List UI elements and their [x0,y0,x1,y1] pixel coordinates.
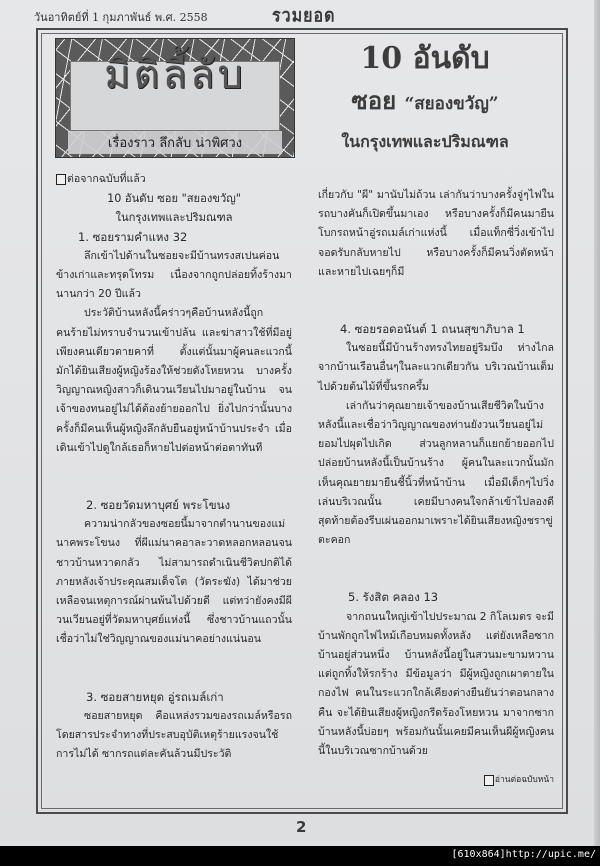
headline-line-2 [300,86,550,119]
section-title: 4. ซอยรอดอนันต์ 1 ถนนสุขาภิบาล 1 [340,322,525,337]
paragraph: เล่ากันว่าคุณยายเจ้าของบ้านเสียชีวิตในบ้างหลังนี้และเชื่อว่าวิญญาณของท่านยังวนเวียนอยู่ไม่ยอมไปผุดไปเกิด ส่วนลูกหลานก็แยกย้ายออกไป ปล่อยบ้านหลังนี้เป็นบ้านร้าง ผู้คนในละแวกนั้นมักเห็นคุณยายมายืนชี้นิ้วที่หน้าบ้าน เมื่อมีเด็กๆไปวิ่งเล่นบริเวณนั้น เคยมีบางคนใจกล้าเข้าไปลองดี สุดท้ายต้องรีบเผ่นออกมาเพราะได้ยินเสียงหญิงชราขู่ตะคอก [318,399,554,547]
continued-from: ต่อจากฉบับที่แล้ว [56,170,292,189]
paragraph: ซอยสายหยุด คือแหล่งรวมของรถเมล์หรือรถโดยสารประจำทางที่ประสบอุบัติเหตุร้ายแรงจนใช้การไม่ได้ ซากรถแต่ละคันล้วนมีประวัติ [56,709,292,761]
column-banner [55,38,295,158]
headline-line-3: ในกรุงเทพและปริมณฑล [341,132,509,151]
checkbox-square-icon [484,775,494,786]
right-column [318,186,554,799]
banner-title: มิติลี้ลับ [104,52,246,98]
checkbox-square-icon [56,174,66,185]
page-number: 2 [296,818,307,836]
paragraph: ในซอยนี้มีบ้านร้างทรงไทยอยู่ริมบึง ห่างไกลจากบ้านเรือนอื่นๆในละแวกเดียวกัน บริเวณบ้านเต็มไปด้วยต้นไม้ที่ขึ้นรกครึ้ม [318,342,554,393]
paragraph: ความน่ากลัวของซอยนี้มาจากตำนานของแม่นาคพระโขนง ที่ผีแม่นาคอาละวาดหลอกหลอนจนชาวบ้านหวาดกลัว ไม่สามารถดำเนินชีวิตปกติได้ ภายหลังเจ้าประคุณสมเด็จโต (วัดระฆัง) ได้มาช่วยเหลือจนเหตุการณ์ผ่านพ้นไปด้วยดี แต่ทว่ายังคงมีผีวนเวียนอยู่ที่วัดมหาบุศย์แห่งนี้ ซึ่งชาวบ้านแถวนั้นเชื่อว่าไม่ใช่วิญญาณของแม่นาคอย่างแน่นอน [56,518,292,646]
page-header [34,4,574,26]
watermark: [610x864]http://upic.me/ [451,849,596,860]
issue-date: วันอาทิตย์ที่ 1 กุมภาพันธ์ พ.ศ. 2558 [34,11,208,24]
paragraph: ประวัติบ้านหลังนี้คร่าวๆคือบ้านหลังนี้ถูกคนร้ายไม่ทราบจำนวนเข้าปล้น และฆ่าสาวใช้ที่มีอยู่เพียงคนเดียวตายคาที่ ตั้งแต่นั้นมาผู้คนละแวกนี้มักได้ยินเสียงผู้หญิงร้องให้ช่วยดังโหยหวน บางครั้งวิญญาณหญิงสาวก็เดินวนเวียนไปมาอยู่ในบ้าน จนเจ้าของทนอยู่ไม่ได้ต้องย้ายออกไป ยิ่งไปกว่านั้นบางครั้งก็มีคนเห็นผู้หญิงลึกลับยืนอยู่หน้าบ้านประจำ เมื่อเดินเข้าไปดูใกล้เธอก็หายไปต่อหน้าต่อตาทันที [56,307,292,454]
headline-quote: “สยองขวัญ” [404,94,499,114]
left-column [56,170,292,764]
intro-title-2: ในกรุงเทพและปริมณฑล [115,211,233,225]
article-headline [300,42,550,153]
headline-prefix: ซอย [351,86,397,115]
intro-title-1: 10 อันดับ ซอย "สยองขวัญ" [107,192,241,206]
paragraph: ลึกเข้าไปด้านในซอยจะมีบ้านทรงสเปนค่อนข้างเก่าและทรุดโทรม เนื่องจากถูกปล่อยทิ้งร้างมานานกว่า 20 ปีแล้ว [56,249,292,301]
publication-logo: รวมยอด [272,4,336,27]
continued-next: อ่านต่อฉบับหน้า [318,771,554,790]
section-title: 2. ซอยวัดมหาบุศย์ พระโขนง [86,498,231,513]
section-title: 5. รังสิต คลอง 13 [348,590,439,605]
paragraph: จากถนนใหญ่เข้าไปประมาณ 2 กิโลเมตร จะมีบ้านพักถูกไฟไหม้เกือบหมดทั้งหลัง แต่ยังเหลือซากบ้านอยู่ส่วนหนึ่ง บ้านหลังนี้อยู่ในสวนมะขามหวาน แต่ถูกทิ้งให้รกร้าง มีข้อมูลว่า มีผู้หญิงถูกเผาตายในกองไฟ คนในระแวกใกล้เคียงต่างยืนยันว่าตอนกลางคืน จะได้ยินเสียงผู้หญิงกรีดร้องโหยหวน มาจากซากบ้านหลังนี้บ่อยๆ พร้อมกันนั้นเคยมีคนเห็นผีผู้หญิงคนนี้ในบริเวณซากบ้านด้วย [318,610,554,758]
paragraph: เกี่ยวกับ "ผี" มานับไม่ถ้วน เล่ากันว่าบางครั้งจู่ๆไฟในรถบางคันก็เปิดขึ้นมาเอง หรือบางครั้งก็มีคนมายืนโบกรถหน้าอู่รถเมล์เก่าแห่งนี้ เมื่อแท็กซี่วิ่งเข้าไปจอดรับกลับหายไป หรือบางครั้งก็มีคนวิ่งตัดหน้า และหายไปเฉยๆก็มี [318,189,554,278]
headline-line-1: 10 อันดับ [360,41,490,76]
banner-subtitle: เรื่องราว ลึกลับ น่าพิศวง [68,131,282,154]
section-title: 3. ซอยสายหยุด อู่รถเมล์เก่า [86,689,224,704]
section-title: 1. ซอยรามคำแหง 32 [78,229,188,244]
